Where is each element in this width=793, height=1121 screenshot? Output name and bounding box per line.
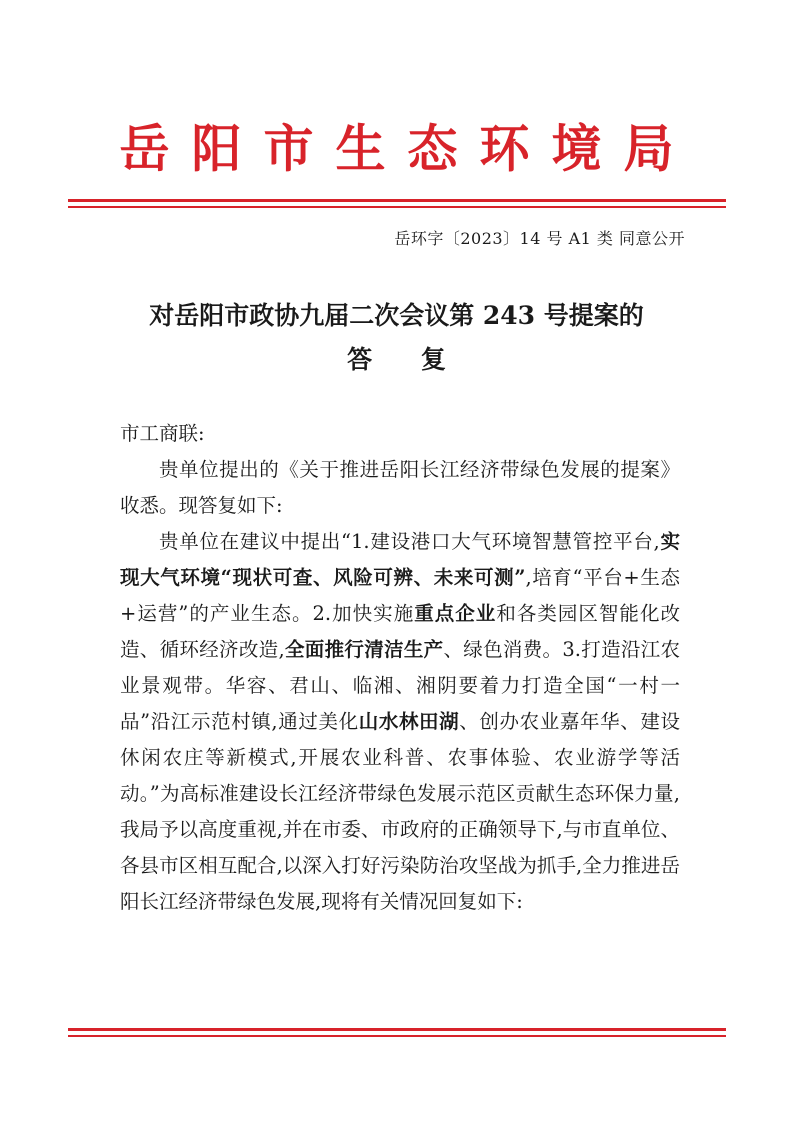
emphasis-text: 全面推行清洁生产: [284, 638, 444, 661]
paragraph-text: 、创办农业嘉年华、建设休闲农庄等新模式,开展农业科普、农事体验、农业游学等活动。”为高标准建设长江经济带绿色发展示范区贡献生态环保力量,我局予以高度重视,并在市委、市政府的正确领导下,与市直单位、各县市区相互配合,以深入打好污染防治攻坚战为抓手,全力推进岳阳长江经济带绿色发展,现将有关情况回复如下:: [120, 710, 680, 913]
document-body: [120, 416, 680, 920]
paragraph-text: ,培育“平台+生态+运营”的产业生态。2.加快实施: [120, 566, 680, 625]
emphasis-text: 重点企业: [414, 602, 497, 625]
footer-red-rule-thin: [68, 1035, 726, 1037]
document-number: 岳环字〔2023〕14 号 A1 类 同意公开: [394, 229, 685, 248]
paragraph-text: 、绿色消费。3.打造沿江农业景观带。华容、君山、临湘、湘阴要着力打造全国“一村一品”沿江示范村镇,通过美化: [120, 638, 680, 733]
header-red-rule-thick: [68, 199, 726, 202]
header-red-rule-thin: [68, 206, 726, 208]
emphasis-text: 实现大气环境“现状可查、风险可辨、未来可测”: [120, 530, 680, 589]
footer-red-rule-thick: [68, 1028, 726, 1031]
salutation: 市工商联:: [120, 422, 205, 445]
emphasis-text: 山水林田湖: [358, 710, 460, 733]
paragraph-proposal-summary: [120, 524, 680, 920]
paragraph-text: 贵单位在建议中提出“1.建设港口大气环境智慧管控平台,: [159, 530, 660, 553]
document-title-line1: 对岳阳市政协九届二次会议第 243 号提案的: [149, 301, 644, 330]
agency-header-title: 岳阳市生态环境局: [119, 119, 696, 179]
paragraph-text: 和各类园区智能化改造、循环经济改造,: [120, 602, 680, 661]
paragraph-acknowledgement: 贵单位提出的《关于推进岳阳长江经济带绿色发展的提案》收悉。现答复如下:: [120, 458, 680, 517]
document-title-line2: 答 复: [347, 345, 466, 374]
